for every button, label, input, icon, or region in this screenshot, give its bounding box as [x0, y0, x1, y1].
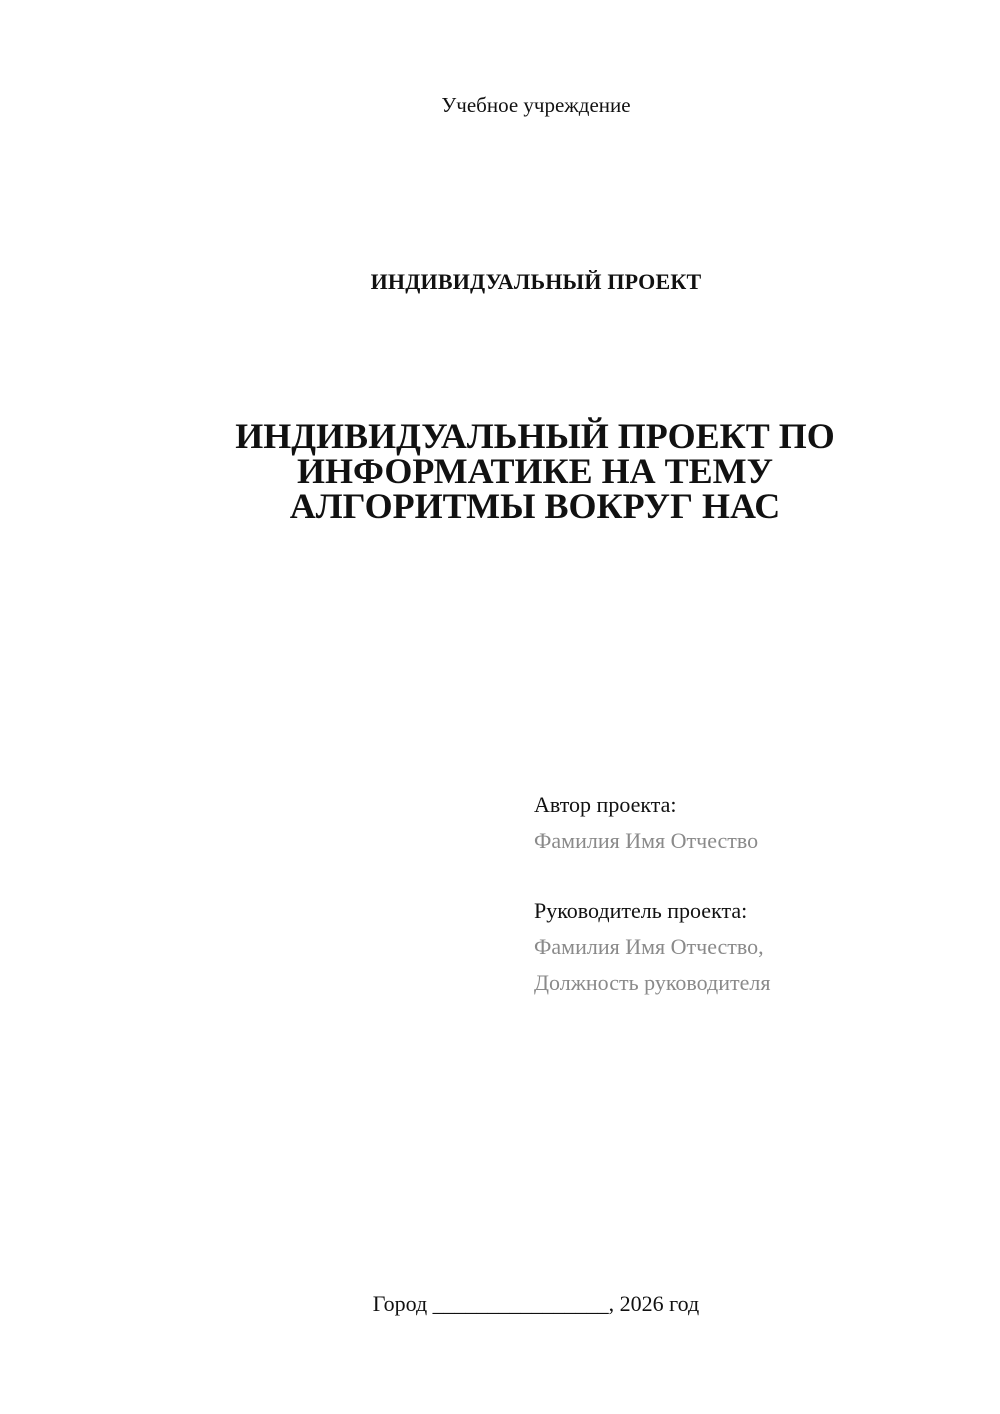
supervisor-name: Фамилия Имя Отчество, — [534, 934, 764, 959]
project-title-line-2: ИНФОРМАТИКЕ НА ТЕМУ — [296, 451, 774, 491]
author-name: Фамилия Имя Отчество — [534, 828, 759, 853]
project-title-line-1: ИНДИВИДУАЛЬНЫЙ ПРОЕКТ ПО — [235, 416, 835, 456]
institution-name: Учебное учреждение — [441, 93, 631, 117]
supervisor-label: Руководитель проекта: — [534, 898, 748, 923]
info-spacer — [534, 859, 974, 893]
project-title — [170, 416, 900, 526]
supervisor-position: Должность руководителя — [534, 970, 771, 995]
city-year-footer: Город ________________, 2026 год — [372, 1291, 700, 1316]
project-info-block — [534, 787, 974, 1001]
document-kind-heading: ИНДИВИДУАЛЬНЫЙ ПРОЕКТ — [370, 269, 702, 294]
author-label: Автор проекта: — [534, 792, 677, 817]
project-title-line-3: АЛГОРИТМЫ ВОКРУГ НАС — [289, 486, 781, 526]
